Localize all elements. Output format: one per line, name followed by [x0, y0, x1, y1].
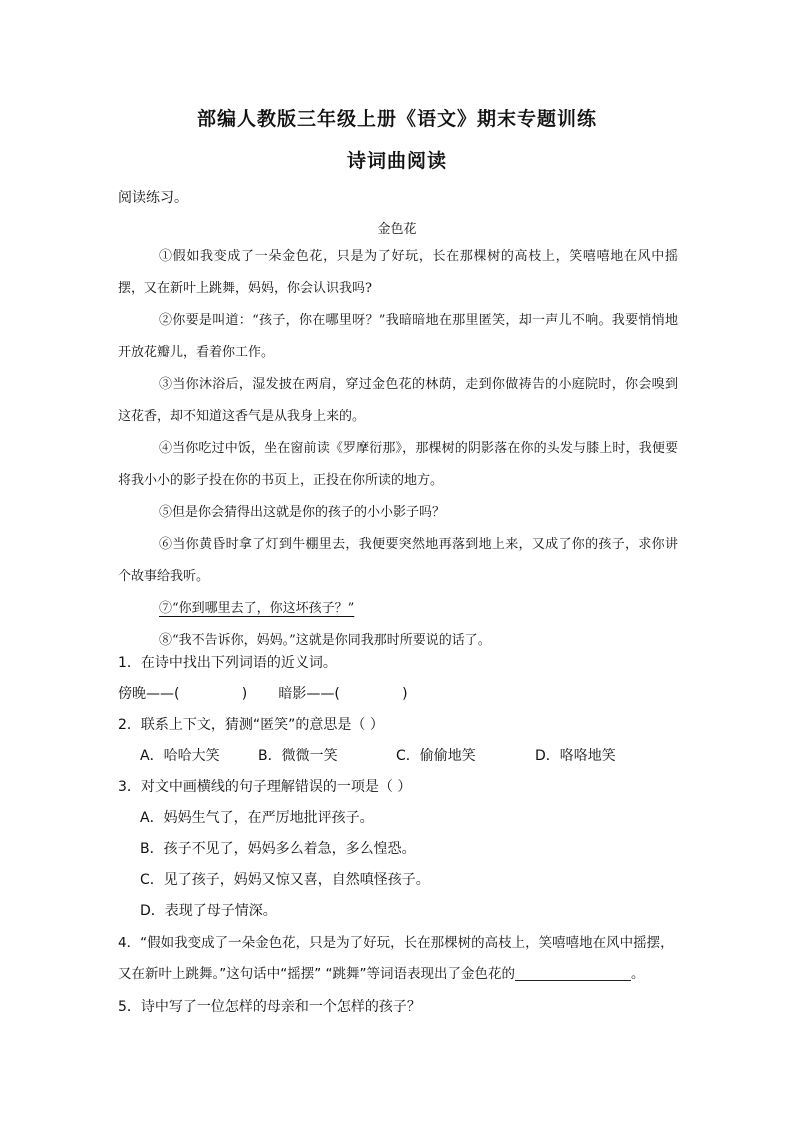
page-title: 部编人教版三年级上册《语文》期末专题训练 — [196, 108, 597, 130]
poem-paragraph-5: ⑤但是你会猜得出这就是你的孩子的小小影子吗？ — [159, 505, 446, 520]
underlined-sentence: ⑦“你到哪里去了，你这坏孩子？” — [159, 601, 355, 616]
answer-blank — [515, 966, 631, 981]
question-3-option-a: A．妈妈生气了，在严厉地批评孩子。 — [140, 810, 374, 826]
question-4-line-1: 4．“假如我变成了一朵金色花，只是为了好玩，长在那棵树的高枝上，笑嘻嘻地在风中摇摆， — [118, 935, 674, 951]
question-2 — [118, 710, 678, 772]
poem-paragraph-8: ⑧“我不告诉你，妈妈。”这就是你同我那时所要说的话了。 — [159, 633, 491, 648]
question-1-blanks: 傍晚——( ) 暗影——( ) — [118, 686, 408, 702]
question-1 — [118, 648, 678, 710]
poem-paragraph-6: ⑥当你黄昏时拿了灯到牛棚里去，我便要突然地再落到地上来，又成了你的孩子，求你讲个故事给我听。 — [118, 537, 678, 584]
question-4-end: 。 — [631, 966, 645, 982]
question-2-option-a: A．哈哈大笑 — [140, 748, 220, 764]
question-5 — [118, 992, 678, 1023]
question-3-option-d: D．表现了母子情深。 — [140, 903, 277, 919]
question-2-stem: 2．联系上下文，猜测“匿笑”的意思是（ ） — [118, 717, 384, 733]
question-3-option-b: B．孩子不见了，妈妈多么着急，多么惶恐。 — [140, 841, 416, 857]
question-1-stem: 1．在诗中找出下列词语的近义词。 — [118, 655, 337, 671]
reading-intro: 阅读练习。 — [118, 190, 188, 206]
poem-title: 金色花 — [377, 222, 417, 237]
question-2-options — [118, 741, 678, 772]
poem-paragraph-1: ①假如我变成了一朵金色花，只是为了好玩，长在那棵树的高枝上，笑嘻嘻地在风中摇摆，又在新叶上跳舞，妈妈，你会认识我吗? — [118, 249, 678, 296]
question-3 — [118, 772, 678, 927]
question-2-option-c: C．偷偷地笑 — [396, 748, 476, 764]
poem-body — [118, 241, 678, 657]
question-4-line-2-text: 又在新叶上跳舞。”这句话中“摇摆” “跳舞”等词语表现出了金色花的 — [118, 966, 516, 982]
poem-paragraph-7 — [118, 593, 678, 625]
poem-paragraph-3: ③当你沐浴后，湿发披在两肩，穿过金色花的林荫，走到你做祷告的小庭院时，你会嗅到这花香，却不知道这香气是从我身上来的。 — [118, 377, 678, 424]
question-3-stem: 3．对文中画横线的句子理解错误的一项是（ ） — [118, 779, 412, 795]
page-subtitle: 诗词曲阅读 — [346, 150, 447, 172]
question-4 — [118, 928, 678, 990]
question-4-line-2 — [118, 959, 678, 990]
poem-paragraph-2: ②你要是叫道：“孩子，你在哪里呀？”我暗暗地在那里匿笑，却一声儿不响。我要悄悄地开放花瓣儿，看着你工作。 — [118, 313, 678, 360]
poem-paragraph-4: ④当你吃过中饭，坐在窗前读《罗摩衍那》，那棵树的阴影落在你的头发与膝上时，我便要将我小小的影子投在你的书页上，正投在你所读的地方。 — [118, 441, 678, 488]
question-5-stem: 5．诗中写了一位怎样的母亲和一个怎样的孩子？ — [118, 999, 421, 1015]
question-2-option-b: B．微微一笑 — [258, 748, 338, 764]
question-2-option-d: D．咯咯地笑 — [535, 748, 616, 764]
question-3-option-c: C．见了孩子，妈妈又惊又喜，自然嗔怪孩子。 — [140, 872, 430, 888]
